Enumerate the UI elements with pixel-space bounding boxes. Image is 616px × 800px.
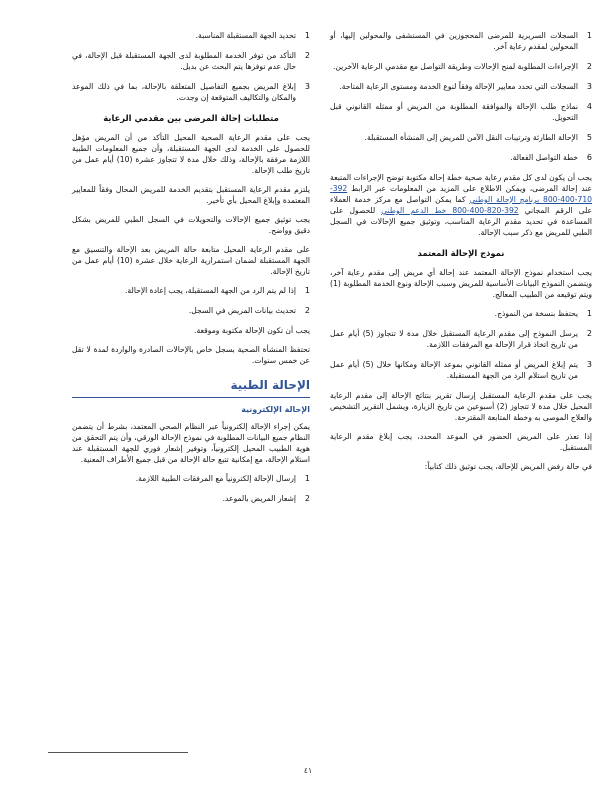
list-item-number: 6 — [586, 153, 592, 162]
paragraph: يلتزم مقدم الرعاية المستقبل بتقديم الخدمة للمريض المحال وفقاً للمعايير المعتمدة وإبلاغ المحيل بأي تأخير. — [72, 185, 310, 205]
list-item-text: إرسال الإحالة إلكترونياً مع المرفقات الطبية اللازمة. — [135, 474, 296, 483]
list-item-number: 1 — [304, 31, 310, 40]
list-item-text: التأكد من توفر الخدمة المطلوبة لدى الجهة المستقبلة قبل الإحالة، في حال عدم توفرها يتم البحث عن بديل. — [72, 51, 296, 71]
list-item-number: 1 — [586, 31, 592, 40]
list-item — [72, 285, 310, 296]
paragraph-text: للحصول على المساعدة في تحديد مقدم الرعاية المناسب، وتوثيق جميع الإحالات في السجل الطبي للمريض مع ذكر سبب الإحالة. — [330, 206, 592, 237]
list-item — [330, 61, 592, 72]
list-item — [72, 81, 310, 103]
list-item-text: نماذج طلب الإحالة والموافقة المطلوبة من المريض أو ممثله القانوني قبل التحويل. — [330, 102, 578, 122]
list-item — [330, 30, 592, 52]
list-item-text: تحديد الجهة المستقبلة المناسبة. — [195, 31, 296, 40]
list-item — [72, 473, 310, 484]
left-paragraphs-2 — [72, 325, 310, 366]
list-item — [330, 328, 592, 350]
section-heading: نموذج الإحالة المعتمد — [417, 248, 505, 258]
list-item — [72, 305, 310, 316]
heading-underline — [72, 397, 310, 398]
page-number: ٤١ — [303, 766, 313, 775]
paragraph: تحتفظ المنشأة الصحية بسجل خاص بالإحالات الصادرة والواردة لمدة لا تقل عن خمس سنوات. — [72, 345, 310, 365]
list-item-text: يتم إبلاغ المريض أو ممثله القانوني بموعد الإحالة ومكانها خلال (5) أيام عمل من تاريخ استلام الرد من الجهة المستقبلة. — [330, 360, 579, 380]
list-item-text: الإحالة الطارئة وترتيبات النقل الآمن للمريض إلى المنشأة المستقبلة. — [364, 133, 578, 142]
right-mid-list — [330, 308, 592, 381]
list-item-number: 2 — [586, 329, 592, 338]
paragraph: يمكن إجراء الإحالة إلكترونياً عبر النظام الصحي المعتمد، بشرط أن يتضمن النظام جميع البيانات المطلوبة في نموذج الإحالة الورقي، وأن يتم التحقق من هوية الطبيب المحيل إلكترونياً، وتوفير إشعار فوري للجهة المستقبلة عند استلام الإحالة، مع إمكانية تتبع حالة الإحالة من قبل جميع الأطراف المعنية. — [72, 422, 310, 464]
paragraph-with-links — [330, 172, 592, 238]
list-item-number: 3 — [586, 82, 592, 91]
list-item-number: 2 — [586, 62, 592, 71]
list-item-text: يحتفظ بنسخة من النموذج. — [494, 309, 578, 318]
list-item-text: تحديث بيانات المريض في السجل. — [188, 306, 296, 315]
list-item — [330, 308, 592, 319]
link-1[interactable]: 392-710-400-800 برنامج الإحالة الوطني — [330, 184, 592, 204]
list-item-text: يرسل النموذج إلى مقدم الرعاية المستقبل خلال مدة لا تتجاوز (5) أيام عمل من تاريخ اتخاذ قرار الإحالة مع المرفقات اللازمة. — [330, 329, 578, 349]
list-item-text: إبلاغ المريض بجميع التفاصيل المتعلقة بالإحالة، بما في ذلك الموعد والمكان والتكاليف المتوقعة إن وجدت. — [72, 82, 296, 102]
list-item — [72, 50, 310, 72]
list-item-number: 2 — [304, 51, 310, 60]
paragraph-text: يجب أن يكون لدى كل مقدم رعاية صحية خطة إحالة مكتوبة توضح الإجراءات المتبعة عند إحالة المرضى، ويمكن الاطلاع على المزيد من المعلومات عبر الرابط — [330, 173, 592, 193]
list-item-text: إذا لم يتم الرد من الجهة المستقبلة، يجب إعادة الإحالة. — [125, 286, 296, 295]
section-heading: متطلبات إحالة المرضى بين مقدمي الرعاية — [103, 113, 279, 123]
list-item-number: 1 — [586, 309, 592, 318]
list-item — [330, 152, 592, 163]
paragraph: يجب توثيق جميع الإحالات والتحويلات في السجل الطبي للمريض بشكل دقيق وواضح. — [72, 215, 310, 235]
list-item-text: السجلات السريرية للمرضى المحجوزين في المستشفى والمحولين إليها، أو المحولين لمقدم رعاية آخر. — [330, 31, 578, 51]
paragraph: في حالة رفض المريض للإحالة، يجب توثيق ذلك كتابياً: — [424, 462, 592, 471]
main-heading: الإحالة الطبية — [230, 378, 310, 392]
list-item-number: 4 — [586, 102, 592, 111]
paragraph: إذا تعذر على المريض الحضور في الموعد المحدد، يجب إبلاغ مقدم الرعاية المستقبل. — [330, 432, 592, 452]
list-item-text: إشعار المريض بالموعد. — [222, 494, 296, 503]
paragraph-text: كما يمكن التواصل مع مركز خدمة العملاء على الرقم المجاني — [330, 195, 592, 215]
list-item-number: 5 — [586, 133, 592, 142]
paragraph: على مقدم الرعاية المحيل متابعة حالة المريض بعد الإحالة والتنسيق مع الجهة المستقبلة لضمان استمرارية الرعاية خلال عشرة (10) أيام عمل من تاريخ الإحالة. — [72, 245, 310, 276]
list-item — [72, 30, 310, 41]
list-item-number: 3 — [304, 82, 310, 91]
list-item-text: السجلات التي تحدد معايير الإحالة وفقاً لنوع الخدمة ومستوى الرعاية المتاحة. — [339, 82, 578, 91]
list-item — [330, 81, 592, 92]
right-column — [330, 30, 592, 480]
list-item-number: 2 — [304, 306, 310, 315]
link-2[interactable]: 392-820-400-800 خط الدعم الوطني — [381, 206, 519, 215]
list-item-number: 2 — [304, 494, 310, 503]
left-paragraphs — [72, 132, 310, 277]
left-bottom-list — [72, 473, 310, 504]
list-item-number: 3 — [586, 360, 592, 369]
footer-rule — [48, 752, 188, 753]
paragraph: يجب أن تكون الإحالة مكتوبة وموقعة. — [194, 326, 310, 335]
list-item — [72, 493, 310, 504]
list-item-text: الإجراءات المطلوبة لمنح الإحالات وطريقة التواصل مع مقدمي الرعاية الآخرين. — [332, 62, 578, 71]
paragraph: يجب على مقدم الرعاية الصحية المحيل التأكد من أن المريض مؤهل للحصول على الخدمة لدى الجهة المستقبلة، وأن جميع المعلومات الطبية اللازمة مرفقة بالإحالة، وذلك خلال مدة لا تتجاوز عشرة (10) أيام عمل من تاريخ طلب الإحالة. — [72, 133, 310, 175]
left-top-list — [72, 30, 310, 103]
paragraph: يجب على مقدم الرعاية المستقبل إرسال تقرير بنتائج الإحالة إلى مقدم الرعاية المحيل خلال مدة لا تتجاوز (2) أسبوعين من تاريخ الزيارة، ويشمل التقرير التشخيص والعلاج الموصى به وخطة المتابعة المقترحة. — [330, 391, 592, 422]
sub-heading: الإحالة الإلكترونية — [241, 405, 310, 414]
section-intro: يجب استخدام نموذج الإحالة المعتمد عند إحالة أي مريض إلى مقدم رعاية آخر، ويتضمن النموذج البيانات الأساسية للمريض وسبب الإحالة ونوع الخدمة المطلوبة (1) ويتم توقيعه من الطبيب المعالج. — [330, 268, 592, 299]
list-item-text: خطة التواصل الفعالة. — [510, 153, 578, 162]
right-top-list — [330, 30, 592, 163]
list-item — [330, 101, 592, 123]
left-mid-list — [72, 285, 310, 316]
list-item-number: 1 — [304, 286, 310, 295]
list-item — [330, 359, 592, 381]
list-item-number: 1 — [304, 474, 310, 483]
list-item — [330, 132, 592, 143]
left-column — [72, 30, 310, 513]
